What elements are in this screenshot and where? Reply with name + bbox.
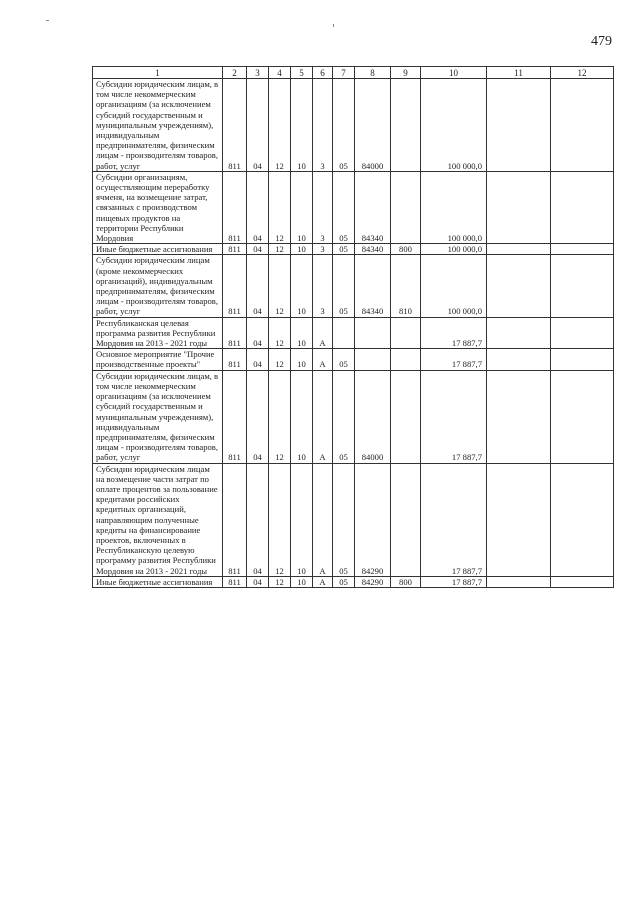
cell-col12 (551, 79, 614, 172)
column-header: 12 (551, 67, 614, 79)
cell-subprogram: А (313, 463, 333, 576)
cell-col11 (487, 317, 551, 349)
cell-direction: 84290 (355, 576, 391, 587)
cell-subprogram: А (313, 317, 333, 349)
cell-measure: 05 (333, 79, 355, 172)
cell-program: 10 (291, 317, 313, 349)
row-name: Иные бюджетные ассигнования (93, 244, 223, 255)
cell-col11 (487, 255, 551, 317)
column-header: 10 (421, 67, 487, 79)
row-name: Иные бюджетные ассигнования (93, 576, 223, 587)
cell-amount: 17 887,7 (421, 349, 487, 370)
cell-ministry: 811 (223, 349, 247, 370)
cell-section: 04 (247, 349, 269, 370)
cell-program: 10 (291, 255, 313, 317)
column-header: 8 (355, 67, 391, 79)
cell-ministry: 811 (223, 317, 247, 349)
cell-col12 (551, 244, 614, 255)
row-name: Основное мероприятие "Прочие производственные проекты" (93, 349, 223, 370)
cell-subsection: 12 (269, 255, 291, 317)
cell-amount: 100 000,0 (421, 244, 487, 255)
cell-program: 10 (291, 349, 313, 370)
cell-direction (355, 317, 391, 349)
cell-subprogram: 3 (313, 79, 333, 172)
cell-subprogram: А (313, 576, 333, 587)
row-name: Субсидии юридическим лицам, в том числе некоммерческим организациям (за исключением субсидий государственным и муниципальным учреждениям), индивидуальным предпринимателям, физическим лицам - производителям товаров, работ, услуг (93, 79, 223, 172)
cell-col11 (487, 171, 551, 243)
column-header: 6 (313, 67, 333, 79)
cell-col11 (487, 370, 551, 463)
scan-mark (333, 24, 334, 27)
cell-col12 (551, 317, 614, 349)
cell-subprogram: А (313, 370, 333, 463)
cell-amount: 100 000,0 (421, 255, 487, 317)
cell-amount: 17 887,7 (421, 463, 487, 576)
cell-subsection: 12 (269, 171, 291, 243)
cell-direction: 84000 (355, 79, 391, 172)
table-row (93, 79, 614, 172)
cell-direction (355, 349, 391, 370)
table-row (93, 349, 614, 370)
cell-expense-type (391, 349, 421, 370)
cell-expense-type (391, 370, 421, 463)
cell-direction: 84290 (355, 463, 391, 576)
cell-ministry: 811 (223, 79, 247, 172)
cell-subsection: 12 (269, 244, 291, 255)
cell-amount: 100 000,0 (421, 171, 487, 243)
cell-col11 (487, 576, 551, 587)
cell-program: 10 (291, 79, 313, 172)
budget-table (92, 66, 614, 588)
cell-program: 10 (291, 463, 313, 576)
cell-program: 10 (291, 244, 313, 255)
cell-ministry: 811 (223, 576, 247, 587)
table-row (93, 255, 614, 317)
cell-col12 (551, 463, 614, 576)
cell-amount: 17 887,7 (421, 576, 487, 587)
cell-direction: 84340 (355, 244, 391, 255)
column-header: 2 (223, 67, 247, 79)
cell-col11 (487, 244, 551, 255)
cell-measure: 05 (333, 349, 355, 370)
cell-measure: 05 (333, 171, 355, 243)
cell-section: 04 (247, 370, 269, 463)
cell-col12 (551, 370, 614, 463)
column-header: 7 (333, 67, 355, 79)
cell-subprogram: 3 (313, 171, 333, 243)
cell-program: 10 (291, 370, 313, 463)
cell-amount: 17 887,7 (421, 370, 487, 463)
cell-direction: 84340 (355, 255, 391, 317)
cell-measure: 05 (333, 255, 355, 317)
page-number: 479 (591, 34, 612, 49)
cell-ministry: 811 (223, 463, 247, 576)
row-name: Субсидии юридическим лицам (кроме некоммерческих организаций), индивидуальным предпринимателям, физическим лицам - производителям товаров, работ, услуг (93, 255, 223, 317)
cell-col12 (551, 255, 614, 317)
row-name: Субсидии юридическим лицам на возмещение части затрат по оплате процентов за пользование кредитами российских кредитных организаций, направляющим полученные кредиты на финансирование проектов, включенных в Республиканскую целевую программу развития Республики Мордовия на 2013 - 2021 годы (93, 463, 223, 576)
cell-measure: 05 (333, 370, 355, 463)
column-header: 3 (247, 67, 269, 79)
cell-subsection: 12 (269, 370, 291, 463)
cell-ministry: 811 (223, 370, 247, 463)
cell-col12 (551, 171, 614, 243)
cell-expense-type: 800 (391, 576, 421, 587)
cell-subprogram: 3 (313, 255, 333, 317)
cell-section: 04 (247, 463, 269, 576)
cell-col11 (487, 349, 551, 370)
cell-section: 04 (247, 255, 269, 317)
table-row (93, 463, 614, 576)
column-header: 5 (291, 67, 313, 79)
cell-subsection: 12 (269, 317, 291, 349)
cell-subsection: 12 (269, 349, 291, 370)
cell-ministry: 811 (223, 171, 247, 243)
cell-section: 04 (247, 171, 269, 243)
cell-section: 04 (247, 576, 269, 587)
column-header: 4 (269, 67, 291, 79)
column-header: 1 (93, 67, 223, 79)
row-name: Субсидии юридическим лицам, в том числе некоммерческим организациям (за исключением субсидий государственным и муниципальным учреждениям), индивидуальным предпринимателям, физическим лицам - производителям товаров, работ, услуг (93, 370, 223, 463)
cell-amount: 17 887,7 (421, 317, 487, 349)
cell-direction: 84000 (355, 370, 391, 463)
table-row (93, 317, 614, 349)
cell-measure: 05 (333, 463, 355, 576)
cell-expense-type (391, 79, 421, 172)
header-row (93, 67, 614, 79)
table-row (93, 171, 614, 243)
cell-measure: 05 (333, 244, 355, 255)
scan-mark (46, 20, 49, 21)
cell-direction: 84340 (355, 171, 391, 243)
table-row (93, 244, 614, 255)
cell-expense-type (391, 463, 421, 576)
cell-program: 10 (291, 171, 313, 243)
cell-expense-type (391, 317, 421, 349)
cell-col12 (551, 349, 614, 370)
cell-subprogram: А (313, 349, 333, 370)
cell-expense-type (391, 171, 421, 243)
cell-section: 04 (247, 79, 269, 172)
cell-section: 04 (247, 244, 269, 255)
cell-subsection: 12 (269, 576, 291, 587)
cell-col12 (551, 576, 614, 587)
cell-subprogram: 3 (313, 244, 333, 255)
cell-col11 (487, 463, 551, 576)
table-row (93, 370, 614, 463)
cell-subsection: 12 (269, 463, 291, 576)
row-name: Республиканская целевая программа развития Республики Мордовия на 2013 - 2021 годы (93, 317, 223, 349)
cell-ministry: 811 (223, 255, 247, 317)
column-header: 11 (487, 67, 551, 79)
cell-measure: 05 (333, 576, 355, 587)
cell-amount: 100 000,0 (421, 79, 487, 172)
cell-col11 (487, 79, 551, 172)
cell-subsection: 12 (269, 79, 291, 172)
cell-section: 04 (247, 317, 269, 349)
cell-ministry: 811 (223, 244, 247, 255)
cell-expense-type: 800 (391, 244, 421, 255)
row-name: Субсидии организациям, осуществляющим переработку ячменя, на возмещение затрат, связанных с производством пищевых продуктов на территории Республики Мордовия (93, 171, 223, 243)
table-row (93, 576, 614, 587)
cell-program: 10 (291, 576, 313, 587)
cell-measure (333, 317, 355, 349)
column-header: 9 (391, 67, 421, 79)
cell-expense-type: 810 (391, 255, 421, 317)
